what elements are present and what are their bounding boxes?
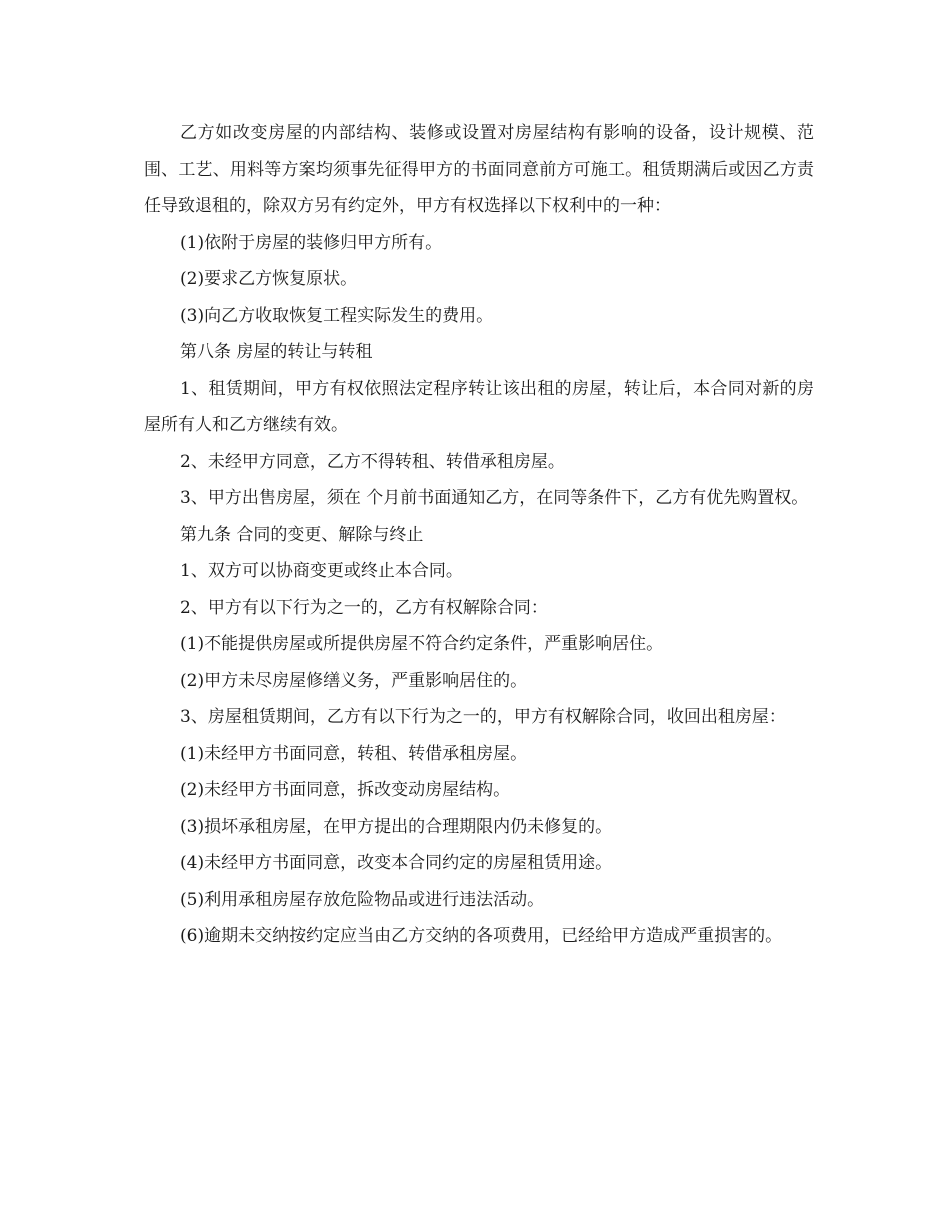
list-item: (2)甲方未尽房屋修缮义务，严重影响居住的。 [180, 670, 528, 691]
list-item: (4)未经甲方书面同意，改变本合同约定的房屋租赁用途。 [180, 853, 613, 873]
list-item: 2、未经甲方同意，乙方不得转租、转借承租房屋。 [180, 451, 565, 472]
list-item: (2)未经甲方书面同意，拆改变动房屋结构。 [180, 780, 511, 800]
list-item: (3)损坏承租房屋，在甲方提出的合理期限内仍未修复的。 [180, 816, 613, 837]
list-item: 2、甲方有以下行为之一的，乙方有权解除合同： [180, 597, 548, 618]
list-item: 1、双方可以协商变更或终止本合同。 [180, 561, 463, 581]
list-item: (1)不能提供房屋或所提供房屋不符合约定条件，严重影响居住。 [180, 634, 664, 654]
document-page [144, 115, 814, 955]
section-heading-article-9: 第九条 合同的变更、解除与终止 [180, 524, 424, 545]
list-item: (1)依附于房屋的装修归甲方所有。 [180, 232, 443, 253]
list-item: (5)利用承租房屋存放危险物品或进行违法活动。 [180, 889, 545, 910]
list-item: (6)逾期未交纳按约定应当由乙方交纳的各项费用，已经给甲方造成严重损害的。 [180, 926, 783, 946]
list-item: 1、租赁期间，甲方有权依照法定程序转让该出租的房屋，转让后，本合同对新的房屋所有人和乙方继续有效。 [144, 378, 814, 435]
section-heading-article-8: 第八条 房屋的转让与转租 [180, 342, 373, 362]
list-item: (2)要求乙方恢复原状。 [180, 269, 358, 289]
paragraph-renovation-clause: 乙方如改变房屋的内部结构、装修或设置对房屋结构有影响的设备，设计规模、范围、工艺、用料等方案均须事先征得甲方的书面同意前方可施工。租赁期满后或因乙方责任导致退租的，除双方另有约定外，甲方有权选择以下权利中的一种： [144, 123, 814, 216]
list-item: 3、甲方出售房屋，须在 个月前书面通知乙方，在同等条件下，乙方有优先购置权。 [180, 488, 809, 508]
list-item: (3)向乙方收取恢复工程实际发生的费用。 [180, 305, 494, 326]
list-item: (1)未经甲方书面同意，转租、转借承租房屋。 [180, 743, 528, 764]
list-item: 3、房屋租赁期间，乙方有以下行为之一的，甲方有权解除合同，收回出租房屋： [180, 707, 786, 727]
